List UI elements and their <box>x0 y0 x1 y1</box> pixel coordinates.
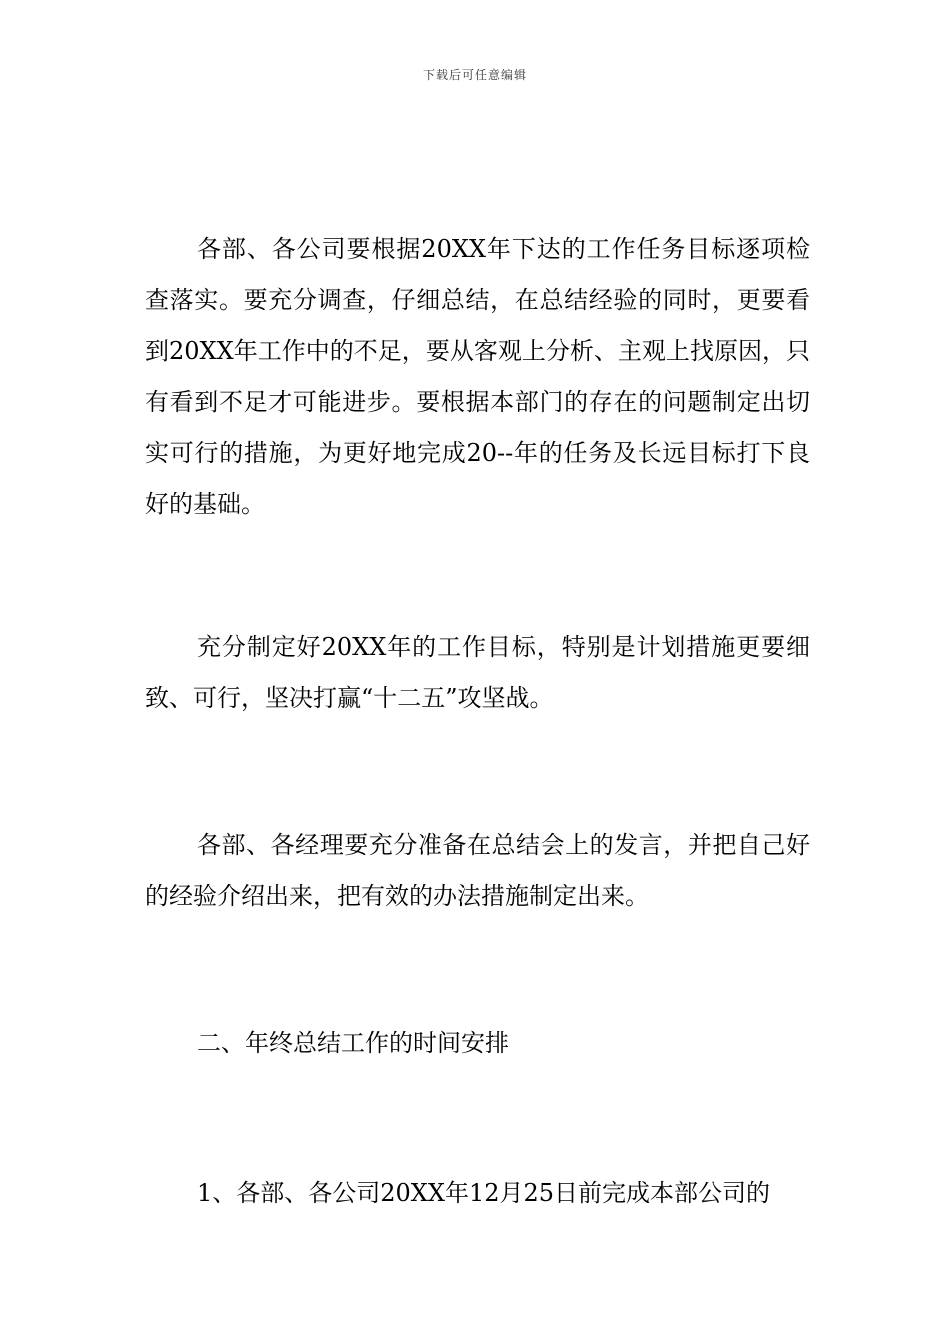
paragraph-work-goals: 充分制定好20XX年的工作目标，特别是计划措施更要细致、可行，坚决打赢“十二五”攻坚战。 <box>145 633 810 712</box>
paragraph-schedule-item-1: 1、各部、各公司20XX年12月25日前完成本部公司的 <box>197 1179 771 1207</box>
page-header-note: 下载后可任意编辑 <box>422 68 527 82</box>
section-heading-schedule: 二、年终总结工作的时间安排 <box>197 1029 509 1057</box>
paragraph-task-review: 各部、各公司要根据20XX年下达的工作任务目标逐项检查落实。要充分调查，仔细总结，在总结经验的同时，更要看到20XX年工作中的不足，要从客观上分析、主观上找原因，只有看到不足才可能进步。要根据本部门的存在的问题制定出切实可行的措施，为更好地完成20--年的任务及长远目标打下良好的基础。 <box>145 235 810 518</box>
paragraph-speech-preparation: 各部、各经理要充分准备在总结会上的发言，并把自己好的经验介绍出来，把有效的办法措施制定出来。 <box>145 831 810 910</box>
